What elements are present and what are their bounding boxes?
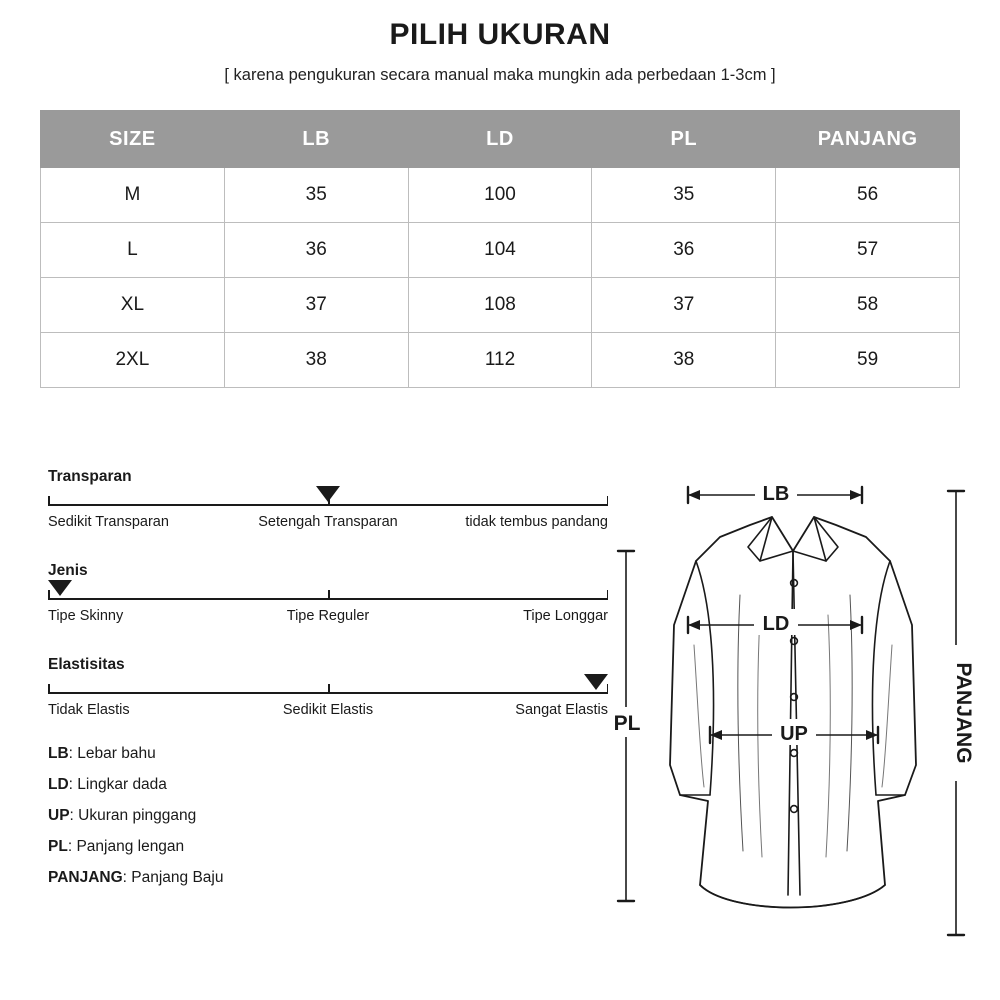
scale-track-transparan (48, 490, 608, 512)
scale-jenis (48, 562, 608, 628)
table-row (41, 333, 960, 388)
ld-arrow-left (688, 620, 700, 630)
table-header-row (41, 111, 960, 168)
label-ld: LD (762, 613, 790, 635)
cell-ld: 108 (408, 278, 592, 333)
cell-panjang: 57 (776, 223, 960, 278)
scale-track-elastisitas (48, 678, 608, 700)
legend-sep: : (68, 776, 78, 793)
scale-marker-triangle-icon (48, 580, 72, 596)
scale-option: Setengah Transparan (258, 514, 398, 530)
page-title: PILIH UKURAN (389, 18, 611, 51)
scale-option: Tidak Elastis (48, 702, 130, 718)
label-pl: PL (613, 712, 641, 735)
cell-ld: 112 (408, 333, 592, 388)
cell-size: 2XL (41, 333, 225, 388)
label-up: UP (780, 723, 808, 745)
scale-track-jenis (48, 584, 608, 606)
cell-pl: 35 (592, 168, 776, 223)
legend-item-up (48, 800, 223, 831)
legend-key: UP (48, 807, 70, 824)
cell-panjang: 59 (776, 333, 960, 388)
scale-label-jenis: Jenis (48, 562, 88, 579)
cell-lb: 35 (224, 168, 408, 223)
legend-key: LD (48, 776, 69, 793)
up-arrow-left (710, 730, 722, 740)
scale-tick (48, 496, 50, 505)
lb-arrow-right (850, 490, 862, 500)
table-row (41, 223, 960, 278)
scale-elastisitas (48, 656, 608, 722)
scale-label-transparan: Transparan (48, 468, 132, 485)
button-icon (791, 806, 798, 813)
legend-sep: : (67, 838, 77, 855)
cell-ld: 100 (408, 168, 592, 223)
legend-key: PANJANG (48, 869, 123, 886)
cell-size: L (41, 223, 225, 278)
cell-pl: 37 (592, 278, 776, 333)
attribute-scales (48, 468, 608, 750)
table-row (41, 278, 960, 333)
column-header-size: SIZE (41, 111, 225, 168)
cell-pl: 36 (592, 223, 776, 278)
scale-tick (328, 590, 330, 599)
legend-item-panjang (48, 862, 223, 893)
sleeve-seam-left (696, 561, 714, 795)
cell-lb: 37 (224, 278, 408, 333)
legend-value: Ukuran pinggang (78, 807, 197, 824)
cell-pl: 38 (592, 333, 776, 388)
legend-value: Panjang Baju (131, 869, 224, 886)
garment-diagram-svg (600, 465, 990, 975)
fold-line (694, 645, 704, 787)
scale-option: Sangat Elastis (515, 702, 608, 718)
size-table (40, 110, 960, 388)
legend-value: Lebar bahu (77, 745, 156, 762)
scale-option: Sedikit Elastis (282, 702, 374, 718)
scale-marker-triangle-icon (316, 486, 340, 502)
column-header-ld: LD (408, 111, 592, 168)
measurement-legend (48, 738, 223, 893)
scale-option: Sedikit Transparan (48, 514, 169, 530)
fold-line (882, 645, 892, 787)
legend-item-pl (48, 831, 223, 862)
cell-lb: 38 (224, 333, 408, 388)
scale-options-transparan (48, 514, 608, 534)
cell-lb: 36 (224, 223, 408, 278)
scale-options-elastisitas (48, 702, 608, 722)
cell-size: M (41, 168, 225, 223)
legend-value: Panjang lengan (76, 838, 185, 855)
size-table-container (40, 110, 960, 388)
lb-arrow-left (688, 490, 700, 500)
scale-option: Tipe Longgar (523, 608, 608, 624)
legend-value: Lingkar dada (77, 776, 167, 793)
garment-illustration (600, 465, 990, 975)
scale-transparan (48, 468, 608, 534)
cell-ld: 104 (408, 223, 592, 278)
fold-line (826, 615, 830, 857)
legend-key: LB (48, 745, 69, 762)
legend-sep: : (122, 869, 132, 886)
column-header-lb: LB (224, 111, 408, 168)
up-arrow-right (866, 730, 878, 740)
fold-line (847, 595, 852, 851)
legend-key: PL (48, 838, 68, 855)
legend-sep: : (68, 745, 78, 762)
legend-item-ld (48, 769, 223, 800)
scale-option: tidak tembus pandang (465, 514, 608, 530)
fold-line (758, 615, 762, 857)
column-header-pl: PL (592, 111, 776, 168)
scale-options-jenis (48, 608, 608, 628)
legend-sep: : (69, 807, 79, 824)
cell-panjang: 58 (776, 278, 960, 333)
ld-arrow-right (850, 620, 862, 630)
hem-line (700, 885, 885, 908)
label-panjang: PANJANG (952, 662, 975, 764)
scale-label-elastisitas: Elastisitas (48, 656, 125, 673)
cell-panjang: 56 (776, 168, 960, 223)
table-row (41, 168, 960, 223)
label-lb: LB (762, 483, 790, 505)
sleeve-seam-right (872, 561, 890, 795)
scale-option: Tipe Skinny (48, 608, 124, 624)
fold-line (738, 595, 743, 851)
scale-tick (328, 684, 330, 693)
scale-option: Tipe Reguler (286, 608, 370, 624)
scale-tick (48, 684, 50, 693)
page-subtitle: [ karena pengukuran secara manual maka mungkin ada perbedaan 1-3cm ] (224, 66, 776, 84)
cell-size: XL (41, 278, 225, 333)
legend-item-lb (48, 738, 223, 769)
column-header-panjang: PANJANG (776, 111, 960, 168)
